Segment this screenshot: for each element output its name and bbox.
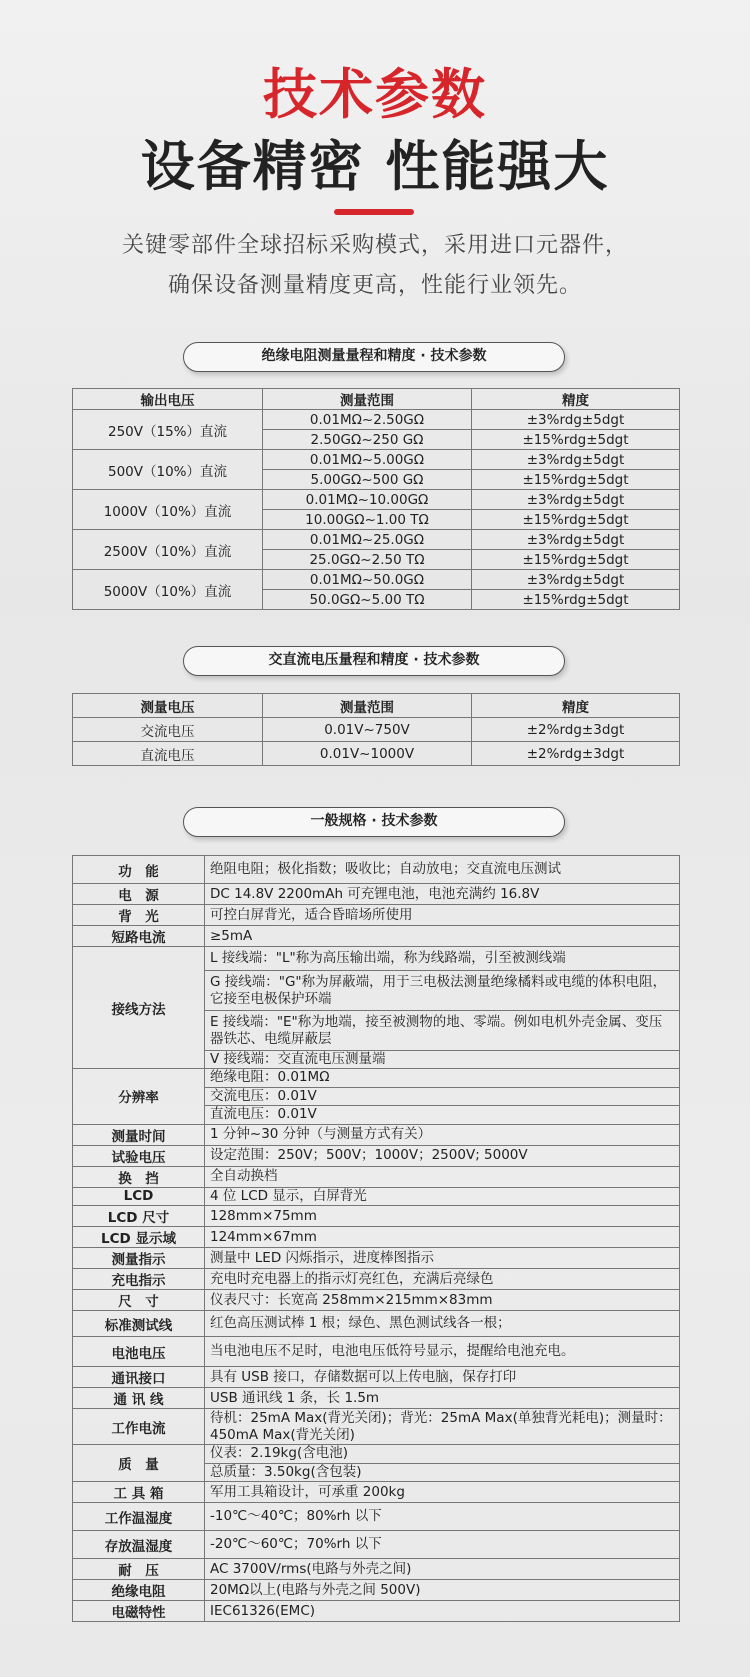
- insulation-accuracy-cell: ±3%rdg±5dgt: [472, 570, 680, 590]
- table-row: [73, 410, 680, 430]
- spec-value-cell: -20℃～60℃；70%rh 以下: [205, 1531, 680, 1559]
- spec-label-cell: 质 量: [73, 1445, 205, 1482]
- spec-value-cell: 绝缘电阻：0.01MΩ: [205, 1069, 680, 1088]
- table-row: [73, 1559, 680, 1580]
- table-row: [73, 926, 680, 947]
- spec-value-cell: V 接线端：交直流电压测量端: [205, 1051, 680, 1069]
- spec-label-cell: 充电指示: [73, 1269, 205, 1290]
- spec-label-cell: 标准测试线: [73, 1311, 205, 1337]
- spec-label-cell: 通讯接口: [73, 1367, 205, 1388]
- insulation-range-cell: 0.01MΩ~50.0GΩ: [263, 570, 472, 590]
- voltage-cell: ±2%rdg±3dgt: [472, 742, 680, 766]
- table-row: [73, 742, 680, 766]
- spec-value-cell: IEC61326(EMC): [205, 1601, 680, 1622]
- table-row: [73, 1601, 680, 1622]
- insulation-accuracy-cell: ±3%rdg±5dgt: [472, 530, 680, 550]
- spec-value-cell: DC 14.8V 2200mAh 可充锂电池，电池充满约 16.8V: [205, 884, 680, 905]
- insulation-voltage-cell: 500V（10%）直流: [73, 450, 263, 490]
- insulation-voltage-cell: 250V（15%）直流: [73, 410, 263, 450]
- spec-value-cell: 可控白屏背光，适合昏暗场所使用: [205, 905, 680, 926]
- voltage-header-type: 测量电压: [73, 694, 263, 718]
- spec-label-cell: LCD: [73, 1187, 205, 1206]
- table-row: [73, 1227, 680, 1248]
- voltage-header-range: 测量范围: [263, 694, 472, 718]
- spec-label-cell: 试验电压: [73, 1145, 205, 1166]
- spec-value-cell: -10℃～40℃；80%rh 以下: [205, 1503, 680, 1531]
- spec-value-cell: 待机：25mA Max(背光关闭)；背光：25mA Max(单独背光耗电)；测量时：450mA Max(背光关闭): [205, 1409, 680, 1445]
- spec-label-cell: 工作电流: [73, 1409, 205, 1445]
- table-row: [73, 947, 680, 971]
- spec-value-cell: 当电池电压不足时，电池电压低符号显示，提醒给电池充电。: [205, 1337, 680, 1367]
- voltage-cell: 0.01V~750V: [263, 718, 472, 742]
- page-title-black: 设备精密 性能强大: [140, 135, 610, 198]
- table-row: [73, 1145, 680, 1166]
- voltage-table: [72, 693, 680, 766]
- table-row: [73, 570, 680, 590]
- table-row: [73, 450, 680, 470]
- voltage-header-accuracy: 精度: [472, 694, 680, 718]
- insulation-range-cell: 0.01MΩ~10.00GΩ: [263, 490, 472, 510]
- table-row: [73, 1248, 680, 1269]
- table-row: [73, 1269, 680, 1290]
- insulation-accuracy-cell: ±15%rdg±5dgt: [472, 430, 680, 450]
- spec-label-cell: 换 挡: [73, 1166, 205, 1187]
- insulation-range-cell: 2.50GΩ~250 GΩ: [263, 430, 472, 450]
- spec-value-cell: 总质量：3.50kg(含包装): [205, 1463, 680, 1482]
- voltage-cell: 直流电压: [73, 742, 263, 766]
- spec-label-cell: 工 具 箱: [73, 1482, 205, 1503]
- insulation-accuracy-cell: ±15%rdg±5dgt: [472, 590, 680, 610]
- insulation-voltage-cell: 1000V（10%）直流: [73, 490, 263, 530]
- insulation-accuracy-cell: ±15%rdg±5dgt: [472, 470, 680, 490]
- insulation-section-title: 绝缘电阻测量量程和精度 · 技术参数: [183, 342, 565, 372]
- table-row: [73, 856, 680, 884]
- spec-value-cell: E 接线端："E"称为地端，接至被测物的地、零端。例如电机外壳金属、变压器铁芯、电缆屏蔽层: [205, 1011, 680, 1051]
- insulation-accuracy-cell: ±3%rdg±5dgt: [472, 490, 680, 510]
- table-row: [73, 530, 680, 550]
- table-row: [73, 1445, 680, 1464]
- table-row: [73, 1166, 680, 1187]
- table-row: [73, 1367, 680, 1388]
- voltage-cell: 0.01V~1000V: [263, 742, 472, 766]
- spec-value-cell: 绝阻电阻；极化指数；吸收比；自动放电；交直流电压测试: [205, 856, 680, 884]
- voltage-cell: 交流电压: [73, 718, 263, 742]
- table-row: [73, 1482, 680, 1503]
- spec-label-cell: 工作温湿度: [73, 1503, 205, 1531]
- voltage-cell: ±2%rdg±3dgt: [472, 718, 680, 742]
- spec-value-cell: 直流电压：0.01V: [205, 1106, 680, 1125]
- table-row: [73, 718, 680, 742]
- table-row: [73, 1580, 680, 1601]
- table-row: [73, 490, 680, 510]
- insulation-range-cell: 0.01MΩ~25.0GΩ: [263, 530, 472, 550]
- spec-value-cell: 设定范围：250V；500V；1000V；2500V; 5000V: [205, 1145, 680, 1166]
- spec-value-cell: 仪表：2.19kg(含电池): [205, 1445, 680, 1464]
- spec-value-cell: 124mm×67mm: [205, 1227, 680, 1248]
- insulation-range-cell: 5.00GΩ~500 GΩ: [263, 470, 472, 490]
- spec-label-cell: 接线方法: [73, 947, 205, 1069]
- title-divider: [334, 209, 414, 215]
- table-row: [73, 905, 680, 926]
- table-row: [73, 1503, 680, 1531]
- spec-value-cell: 交流电压：0.01V: [205, 1087, 680, 1106]
- spec-label-cell: 短路电流: [73, 926, 205, 947]
- spec-label-cell: 尺 寸: [73, 1290, 205, 1311]
- spec-label-cell: 绝缘电阻: [73, 1580, 205, 1601]
- table-row: [73, 1388, 680, 1409]
- spec-value-cell: 128mm×75mm: [205, 1206, 680, 1227]
- spec-value-cell: AC 3700V/rms(电路与外壳之间): [205, 1559, 680, 1580]
- table-row: [73, 884, 680, 905]
- spec-label-cell: 电磁特性: [73, 1601, 205, 1622]
- spec-label-cell: 耐 压: [73, 1559, 205, 1580]
- spec-value-cell: ≥5mA: [205, 926, 680, 947]
- insulation-accuracy-cell: ±15%rdg±5dgt: [472, 510, 680, 530]
- general-spec-table: [72, 855, 680, 1622]
- spec-label-cell: 存放温湿度: [73, 1531, 205, 1559]
- table-row: [73, 1187, 680, 1206]
- spec-label-cell: 通 讯 线: [73, 1388, 205, 1409]
- insulation-range-cell: 10.00GΩ~1.00 TΩ: [263, 510, 472, 530]
- insulation-range-cell: 25.0GΩ~2.50 TΩ: [263, 550, 472, 570]
- spec-label-cell: 功 能: [73, 856, 205, 884]
- insulation-range-cell: 0.01MΩ~5.00GΩ: [263, 450, 472, 470]
- page-title-red: 技术参数: [263, 63, 487, 126]
- table-row: [73, 1531, 680, 1559]
- spec-label-cell: LCD 尺寸: [73, 1206, 205, 1227]
- voltage-section-title: 交直流电压量程和精度 · 技术参数: [183, 646, 565, 676]
- table-row: [73, 1206, 680, 1227]
- insulation-accuracy-cell: ±3%rdg±5dgt: [472, 410, 680, 430]
- spec-value-cell: 全自动换档: [205, 1166, 680, 1187]
- spec-value-cell: 红色高压测试棒 1 根；绿色、黑色测试线各一根；: [205, 1311, 680, 1337]
- insulation-range-cell: 50.0GΩ~5.00 TΩ: [263, 590, 472, 610]
- insulation-header-accuracy: 精度: [472, 389, 680, 410]
- insulation-accuracy-cell: ±15%rdg±5dgt: [472, 550, 680, 570]
- spec-value-cell: 1 分钟~30 分钟（与测量方式有关）: [205, 1124, 680, 1145]
- spec-value-cell: USB 通讯线 1 条，长 1.5m: [205, 1388, 680, 1409]
- spec-value-cell: 4 位 LCD 显示，白屏背光: [205, 1187, 680, 1206]
- description-line-1: 关键零部件全球招标采购模式，采用进口元器件，: [121, 233, 628, 258]
- spec-value-cell: 测量中 LED 闪烁指示，进度棒图指示: [205, 1248, 680, 1269]
- spec-value-cell: 仪表尺寸：长宽高 258mm×215mm×83mm: [205, 1290, 680, 1311]
- spec-label-cell: 背 光: [73, 905, 205, 926]
- insulation-header-voltage: 输出电压: [73, 389, 263, 410]
- spec-label-cell: 电池电压: [73, 1337, 205, 1367]
- spec-value-cell: G 接线端："G"称为屏蔽端，用于三电极法测量绝缘橘料或电缆的体积电阻，它接至电极保护环端: [205, 971, 680, 1011]
- spec-value-cell: L 接线端："L"称为高压输出端，称为线路端，引至被测线端: [205, 947, 680, 971]
- spec-value-cell: 具有 USB 接口，存储数据可以上传电脑，保存打印: [205, 1367, 680, 1388]
- spec-label-cell: 电 源: [73, 884, 205, 905]
- insulation-header-range: 测量范围: [263, 389, 472, 410]
- general-section-title: 一般规格 · 技术参数: [183, 807, 565, 837]
- insulation-range-cell: 0.01MΩ~2.50GΩ: [263, 410, 472, 430]
- table-row: [73, 1124, 680, 1145]
- spec-value-cell: 充电时充电器上的指示灯亮红色，充满后亮绿色: [205, 1269, 680, 1290]
- table-row: [73, 1290, 680, 1311]
- description-line-2: 确保设备测量精度更高，性能行业领先。: [167, 273, 582, 298]
- table-row: [73, 1069, 680, 1088]
- spec-value-cell: 军用工具箱设计，可承重 200kg: [205, 1482, 680, 1503]
- insulation-table: [72, 388, 680, 610]
- spec-value-cell: 20MΩ以上(电路与外壳之间 500V): [205, 1580, 680, 1601]
- spec-label-cell: LCD 显示域: [73, 1227, 205, 1248]
- insulation-accuracy-cell: ±3%rdg±5dgt: [472, 450, 680, 470]
- spec-label-cell: 测量时间: [73, 1124, 205, 1145]
- insulation-voltage-cell: 2500V（10%）直流: [73, 530, 263, 570]
- insulation-voltage-cell: 5000V（10%）直流: [73, 570, 263, 610]
- table-row: [73, 1311, 680, 1337]
- table-row: [73, 1409, 680, 1445]
- table-row: [73, 1337, 680, 1367]
- spec-label-cell: 分辨率: [73, 1069, 205, 1125]
- spec-label-cell: 测量指示: [73, 1248, 205, 1269]
